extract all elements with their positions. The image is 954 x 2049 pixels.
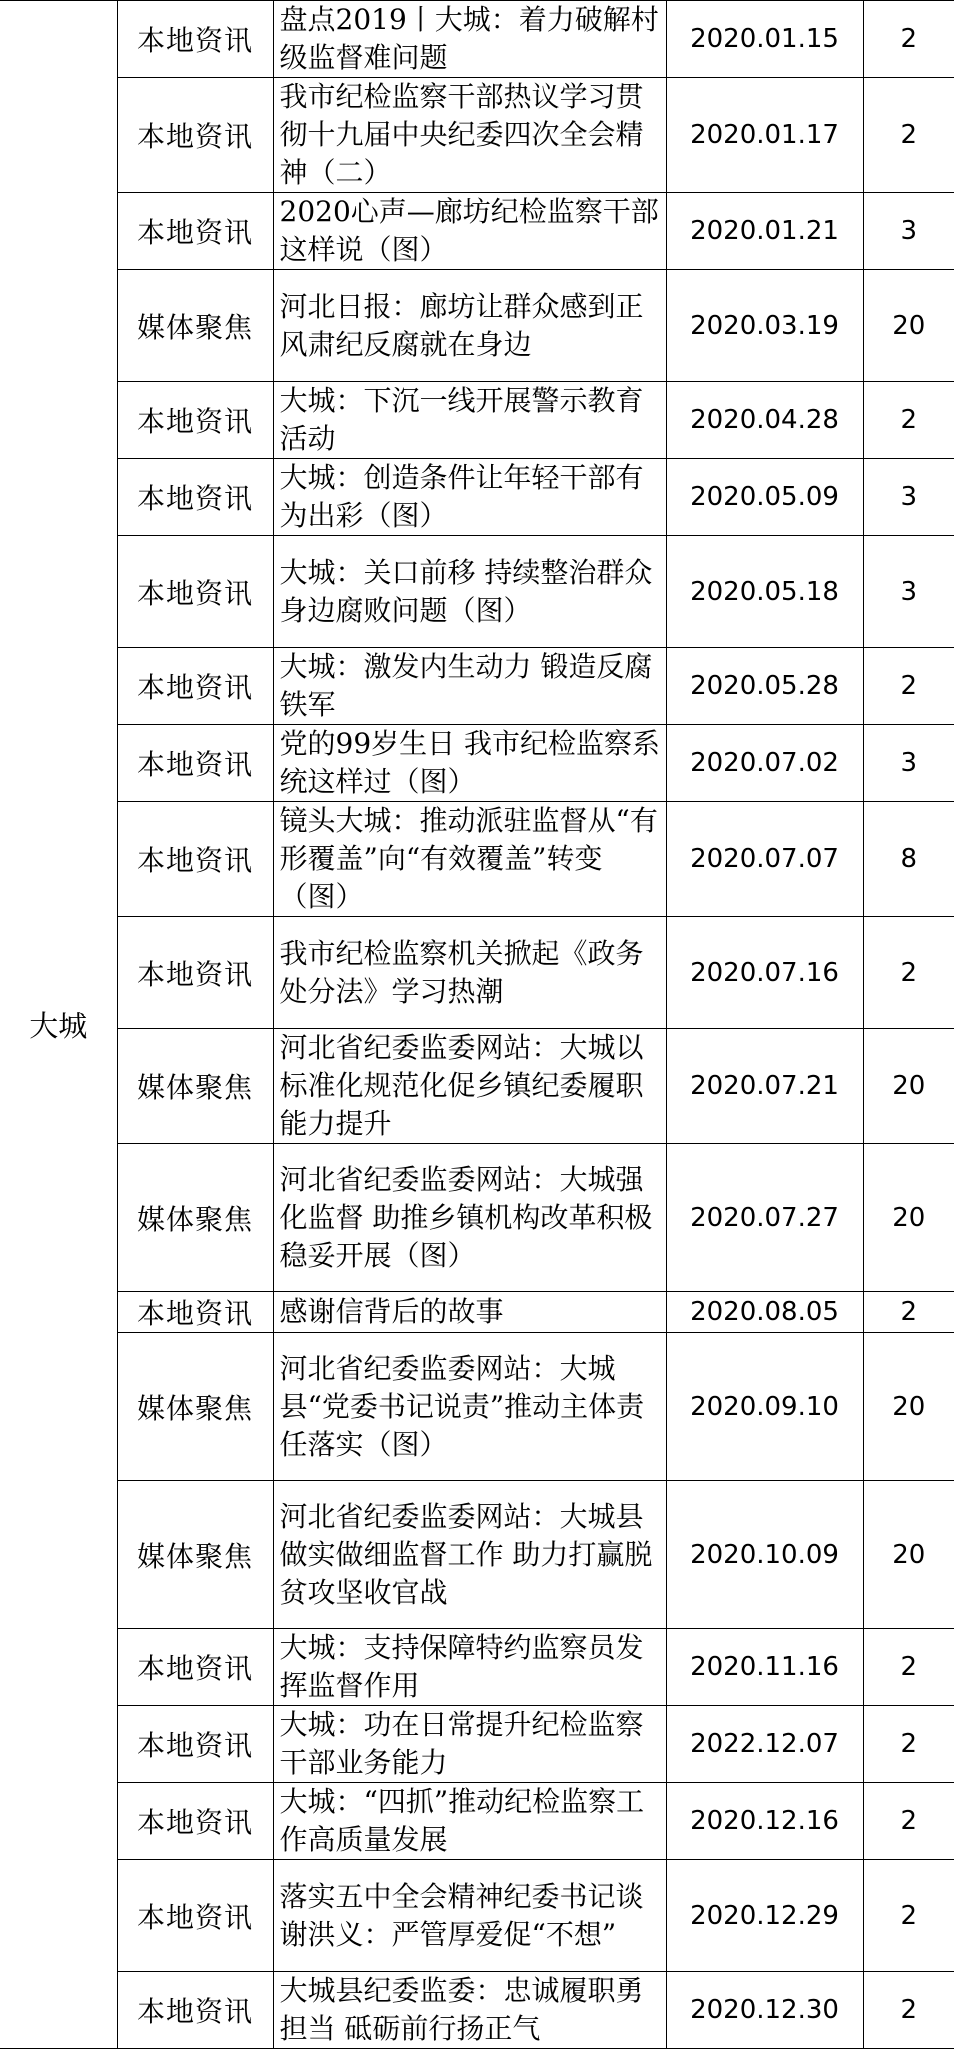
date-cell: 2020.12.29 — [666, 1860, 863, 1972]
date-cell: 2020.05.18 — [666, 536, 863, 648]
score-cell: 20 — [863, 270, 954, 382]
table-row — [0, 1, 954, 78]
table-row — [0, 1783, 954, 1860]
category-cell: 本地资讯 — [117, 459, 273, 536]
title-cell: 河北日报：廊坊让群众感到正风肃纪反腐就在身边 — [273, 270, 666, 382]
score-cell: 2 — [863, 917, 954, 1029]
category-cell: 本地资讯 — [117, 648, 273, 725]
title-cell: 党的99岁生日 我市纪检监察系统这样过（图） — [273, 725, 666, 802]
title-cell: 盘点2019丨大城：着力破解村级监督难问题 — [273, 1, 666, 78]
score-cell: 2 — [863, 648, 954, 725]
date-cell: 2020.12.16 — [666, 1783, 863, 1860]
date-cell: 2020.05.09 — [666, 459, 863, 536]
table-row — [0, 78, 954, 193]
table-row — [0, 1706, 954, 1783]
table-row — [0, 1144, 954, 1292]
score-cell: 2 — [863, 1706, 954, 1783]
title-cell: 大城：支持保障特约监察员发挥监督作用 — [273, 1629, 666, 1706]
title-cell: 河北省纪委监委网站：大城以标准化规范化促乡镇纪委履职能力提升 — [273, 1029, 666, 1144]
category-cell: 本地资讯 — [117, 536, 273, 648]
date-cell: 2020.10.09 — [666, 1481, 863, 1629]
date-cell: 2020.01.17 — [666, 78, 863, 193]
score-cell: 2 — [863, 1972, 954, 2049]
table-row — [0, 1972, 954, 2049]
table-row — [0, 648, 954, 725]
table-row — [0, 1333, 954, 1481]
date-cell: 2020.07.21 — [666, 1029, 863, 1144]
score-cell: 3 — [863, 459, 954, 536]
score-cell: 20 — [863, 1333, 954, 1481]
date-cell: 2020.09.10 — [666, 1333, 863, 1481]
title-cell: 大城：关口前移 持续整治群众身边腐败问题（图） — [273, 536, 666, 648]
title-cell: 大城：“四抓”推动纪检监察工作高质量发展 — [273, 1783, 666, 1860]
category-cell: 媒体聚焦 — [117, 1333, 273, 1481]
category-cell: 本地资讯 — [117, 725, 273, 802]
table-row — [0, 193, 954, 270]
category-cell: 本地资讯 — [117, 1292, 273, 1333]
score-cell: 20 — [863, 1481, 954, 1629]
score-cell: 2 — [863, 1292, 954, 1333]
title-cell: 2020心声—廊坊纪检监察干部这样说（图） — [273, 193, 666, 270]
title-cell: 大城：功在日常提升纪检监察干部业务能力 — [273, 1706, 666, 1783]
date-cell: 2020.08.05 — [666, 1292, 863, 1333]
title-cell: 我市纪检监察干部热议学习贯彻十九届中央纪委四次全会精神（二） — [273, 78, 666, 193]
date-cell: 2020.05.28 — [666, 648, 863, 725]
category-cell: 本地资讯 — [117, 1860, 273, 1972]
category-cell: 本地资讯 — [117, 193, 273, 270]
category-cell: 本地资讯 — [117, 1972, 273, 2049]
category-cell: 本地资讯 — [117, 78, 273, 193]
table-row — [0, 1860, 954, 1972]
table-row — [0, 1481, 954, 1629]
score-cell: 2 — [863, 1629, 954, 1706]
date-cell: 2020.12.30 — [666, 1972, 863, 2049]
score-cell: 2 — [863, 382, 954, 459]
date-cell: 2020.07.07 — [666, 802, 863, 917]
category-cell: 本地资讯 — [117, 802, 273, 917]
date-cell: 2020.07.02 — [666, 725, 863, 802]
category-cell: 媒体聚焦 — [117, 1144, 273, 1292]
table-row — [0, 1292, 954, 1333]
title-cell: 河北省纪委监委网站：大城县做实做细监督工作 助力打赢脱贫攻坚收官战 — [273, 1481, 666, 1629]
category-cell: 本地资讯 — [117, 1783, 273, 1860]
title-cell: 河北省纪委监委网站：大城强化监督 助推乡镇机构改革积极稳妥开展（图） — [273, 1144, 666, 1292]
title-cell: 大城：下沉一线开展警示教育活动 — [273, 382, 666, 459]
score-cell: 8 — [863, 802, 954, 917]
date-cell: 2020.01.15 — [666, 1, 863, 78]
score-cell: 2 — [863, 78, 954, 193]
date-cell: 2020.11.16 — [666, 1629, 863, 1706]
category-cell: 本地资讯 — [117, 382, 273, 459]
category-cell: 媒体聚焦 — [117, 270, 273, 382]
category-cell: 本地资讯 — [117, 917, 273, 1029]
score-cell: 3 — [863, 193, 954, 270]
date-cell: 2022.12.07 — [666, 1706, 863, 1783]
category-cell: 媒体聚焦 — [117, 1029, 273, 1144]
title-cell: 大城：创造条件让年轻干部有为出彩（图） — [273, 459, 666, 536]
score-cell: 2 — [863, 1860, 954, 1972]
title-cell: 我市纪检监察机关掀起《政务处分法》学习热潮 — [273, 917, 666, 1029]
date-cell: 2020.07.16 — [666, 917, 863, 1029]
category-cell: 媒体聚焦 — [117, 1481, 273, 1629]
date-cell: 2020.04.28 — [666, 382, 863, 459]
table-row — [0, 802, 954, 917]
title-cell: 感谢信背后的故事 — [273, 1292, 666, 1333]
date-cell: 2020.01.21 — [666, 193, 863, 270]
table-row — [0, 459, 954, 536]
category-cell: 本地资讯 — [117, 1, 273, 78]
score-cell: 3 — [863, 536, 954, 648]
score-cell: 20 — [863, 1029, 954, 1144]
score-cell: 2 — [863, 1783, 954, 1860]
score-cell: 2 — [863, 1, 954, 78]
title-cell: 大城县纪委监委：忠诚履职勇担当 砥砺前行扬正气 — [273, 1972, 666, 2049]
table-row — [0, 1629, 954, 1706]
table-row — [0, 270, 954, 382]
title-cell: 镜头大城：推动派驻监督从“有形覆盖”向“有效覆盖”转变（图） — [273, 802, 666, 917]
date-cell: 2020.03.19 — [666, 270, 863, 382]
score-cell: 20 — [863, 1144, 954, 1292]
table-row — [0, 725, 954, 802]
title-cell: 河北省纪委监委网站：大城县“党委书记说责”推动主体责任落实（图） — [273, 1333, 666, 1481]
title-cell: 落实五中全会精神纪委书记谈 谢洪义：严管厚爱促“不想” — [273, 1860, 666, 1972]
date-cell: 2020.07.27 — [666, 1144, 863, 1292]
table-row — [0, 536, 954, 648]
category-cell: 本地资讯 — [117, 1629, 273, 1706]
table-row — [0, 1029, 954, 1144]
table-row — [0, 917, 954, 1029]
category-cell: 本地资讯 — [117, 1706, 273, 1783]
table-row — [0, 382, 954, 459]
score-cell: 3 — [863, 725, 954, 802]
region-cell: 大城 — [0, 1, 117, 2049]
title-cell: 大城：激发内生动力 锻造反腐铁军 — [273, 648, 666, 725]
